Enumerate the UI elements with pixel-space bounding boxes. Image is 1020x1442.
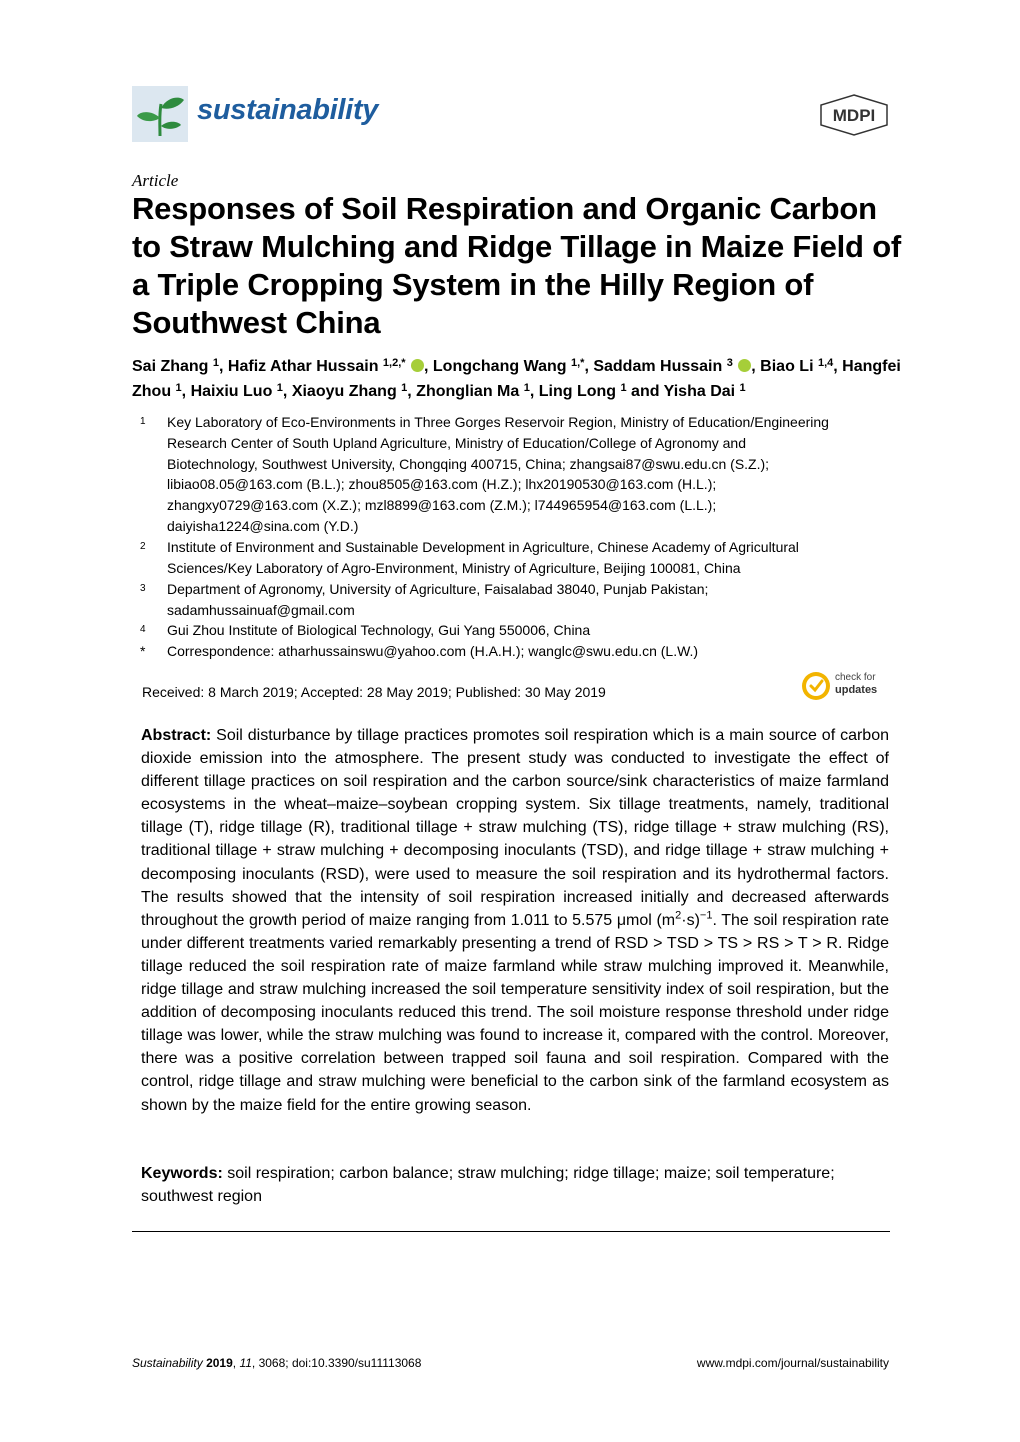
abstract-text-1: Soil disturbance by tillage practices promotes soil respiration which is a main source of carbon dioxide emission into the atmosphere. The present study was conducted to investigate the effect of different tillage practices on soil respiration and the carbon source/sink characteristics of maize farmland ecosystems in the wheat–maize–soybean cropping system. Six tillage treatments, namely, traditional tillage (T), ridge tillage (R), traditional tillage + straw mulching (TS), ridge tillage + straw mulching (RS), traditional tillage + straw mulching + decomposing inoculants (TSD), and ridge tillage + straw mulching + decomposing inoculants (RSD), were used to measure the soil respiration and its hydrothermal factors. The results showed that the intensity of soil respiration increased initially and decreased afterwards throughout the growth period of maize ranging from 1.011 to 5.575 μmol (m (141, 727, 889, 929)
footer-volume: 11 (239, 1356, 252, 1370)
publication-dates: Received: 8 March 2019; Accepted: 28 May 2019; Published: 30 May 2019 (142, 684, 606, 700)
author-name: Haixiu Luo (190, 383, 277, 400)
footer-doi: , 3068; doi:10.3390/su11113068 (251, 1356, 422, 1370)
author-name: Xiaoyu Zhang (291, 383, 402, 400)
publisher-name: MDPI (832, 106, 876, 125)
author-affiliation-marker: 1,4 (817, 357, 834, 369)
check-updates-icon (801, 671, 831, 701)
check-updates-line2: updates (835, 684, 878, 696)
affiliation (132, 620, 902, 641)
abstract-label: Abstract: (141, 727, 212, 744)
journal-name: sustainability (197, 94, 379, 126)
abstract-sup-1: 2 (675, 909, 682, 922)
author-affiliation-marker: 1,* (570, 357, 585, 369)
affiliation-number: 2 (140, 541, 146, 552)
article-type: Article (132, 171, 179, 190)
affiliation-line: Department of Agronomy, University of Agriculture, Faisalabad 38040, Punjab Pakistan; (167, 581, 709, 597)
author-name: Hafiz Athar Hussain (227, 358, 383, 375)
footer-year: 2019 (206, 1356, 233, 1370)
affiliation-line: daiyisha1224@sina.com (Y.D.) (167, 517, 359, 534)
author-name: Longchang Wang (432, 358, 571, 375)
affiliation-line: zhangxy0729@163.com (X.Z.); mzl8899@163.com (Z.M.); l744965954@163.com (L.L.); (167, 497, 717, 514)
check-updates-line1: check for (835, 672, 876, 683)
abstract-text-2: ·s) (681, 911, 700, 929)
author-affiliation-marker: 1 (276, 382, 283, 394)
author-affiliation-marker: 1 (175, 382, 182, 394)
affiliation (132, 412, 902, 537)
author-name: Hangfei Zhou (132, 358, 901, 400)
affiliation-line: Biotechnology, Southwest University, Chongqing 400715, China; zhangsai87@swu.edu.cn (S.Z.); (167, 455, 770, 472)
author-affiliation-marker: 1 (523, 382, 530, 394)
author-list: Sai Zhang $^1$, Hafiz Athar Hussain $^{1,2,*}$ , Longchang Wang $^{1,*}$, Saddam Hussain $^3$ , Biao Li $^{1,4}$, Hangfei Zhou $^1$, Haixiu Luo $^1$, Xiaoyu Zhang $^1$, Zhonglian Ma $^1$, Ling Long $^1$ and Yisha Dai $^1$ (132, 357, 901, 400)
affiliation-line: Gui Zhou Institute of Biological Technology, Gui Yang 550006, China (167, 622, 591, 638)
affiliation (132, 579, 902, 621)
author-name: Yisha Dai (663, 383, 740, 400)
author-name: Sai Zhang (132, 358, 213, 375)
publisher-logo (818, 93, 890, 142)
abstract (141, 724, 889, 1117)
affiliation-number: 3 (140, 583, 146, 594)
author-affiliation-marker: 1 (620, 382, 627, 394)
sprout-icon (132, 86, 188, 142)
author-name: Zhonglian Ma (416, 383, 524, 400)
section-divider (132, 1231, 890, 1232)
check-for-updates-badge[interactable] (801, 670, 891, 704)
affiliation-line: sadamhussainuaf@gmail.com (167, 601, 355, 618)
author-affiliation-marker: 1 (401, 382, 408, 394)
affiliation-line: Institute of Environment and Sustainable Development in Agriculture, Chinese Academy of Agricultural (167, 539, 799, 555)
author-name: Ling Long (538, 383, 621, 400)
author-name: Saddam Hussain (593, 358, 727, 375)
journal-logo (132, 86, 188, 142)
article-title: Responses of Soil Respiration and Organic Carbon to Straw Mulching and Ridge Tillage in Maize Field of a Triple Cropping System in the Hilly Region of Southwest China (132, 191, 902, 340)
affiliation-line: Research Center of South Upland Agriculture, Ministry of Education/College of Agronomy and (167, 434, 746, 451)
author-name: Biao Li (760, 358, 818, 375)
author-affiliation-marker: 3 (726, 357, 733, 369)
author-affiliation-marker: 1 (739, 382, 746, 394)
keywords-text: soil respiration; carbon balance; straw mulching; ridge tillage; maize; soil temperature; southwest region (141, 1165, 835, 1205)
affiliation-line: libiao08.05@163.com (B.L.); zhou8505@163.com (H.Z.); lhx20190530@163.com (H.L.); (167, 476, 717, 493)
affiliation (132, 537, 902, 579)
affiliation-line: Key Laboratory of Eco-Environments in Three Gorges Reservoir Region, Ministry of Education/Engineering (167, 414, 829, 430)
affiliation (132, 641, 902, 662)
author-affiliation-marker: 1 (212, 357, 220, 369)
journal-url-link[interactable]: www.mdpi.com/journal/sustainability (696, 1356, 889, 1370)
affiliation-line: Sciences/Key Laboratory of Agro-Environment, Ministry of Agriculture, Beijing 100081, China (167, 559, 741, 576)
orcid-icon[interactable] (411, 359, 424, 372)
affiliation-number: 4 (140, 624, 146, 635)
footer-journal: Sustainability (132, 1356, 203, 1370)
abstract-sup-2: −1 (699, 909, 713, 922)
affiliation-number: * (140, 643, 146, 659)
keywords (141, 1162, 889, 1208)
affiliation-number: 1 (140, 416, 146, 427)
orcid-icon[interactable] (738, 359, 751, 372)
affiliation-line: Correspondence: atharhussainswu@yahoo.com (H.A.H.); wanglc@swu.edu.cn (L.W.) (167, 643, 699, 659)
author-affiliation-marker: 1,2,* (382, 357, 406, 369)
citation-footer: Sustainability 2019, 11, 3068; doi:10.3390/su11113068 (132, 1356, 422, 1370)
abstract-text-3: . The soil respiration rate under different treatments varied remarkably presenting a trend of RSD > TSD > TS > RS > T > R. Ridge tillage reduced the soil respiration rate of maize farmland while straw mulching improved it. Meanwhile, ridge tillage and straw mulching increased the soil temperature sensitivity index of soil respiration, but the addition of decomposing inoculants reduced this trend. The soil moisture response threshold under ridge tillage was lower, while the straw mulching was found to increase it, compared with the control. Moreover, there was a positive correlation between trapped soil fauna and soil respiration. Compared with the control, ridge tillage and straw mulching were beneficial to the carbon sink of the farmland ecosystem as shown by the maize field for the entire growing season. (141, 911, 889, 1114)
keywords-label: Keywords: (141, 1165, 223, 1182)
